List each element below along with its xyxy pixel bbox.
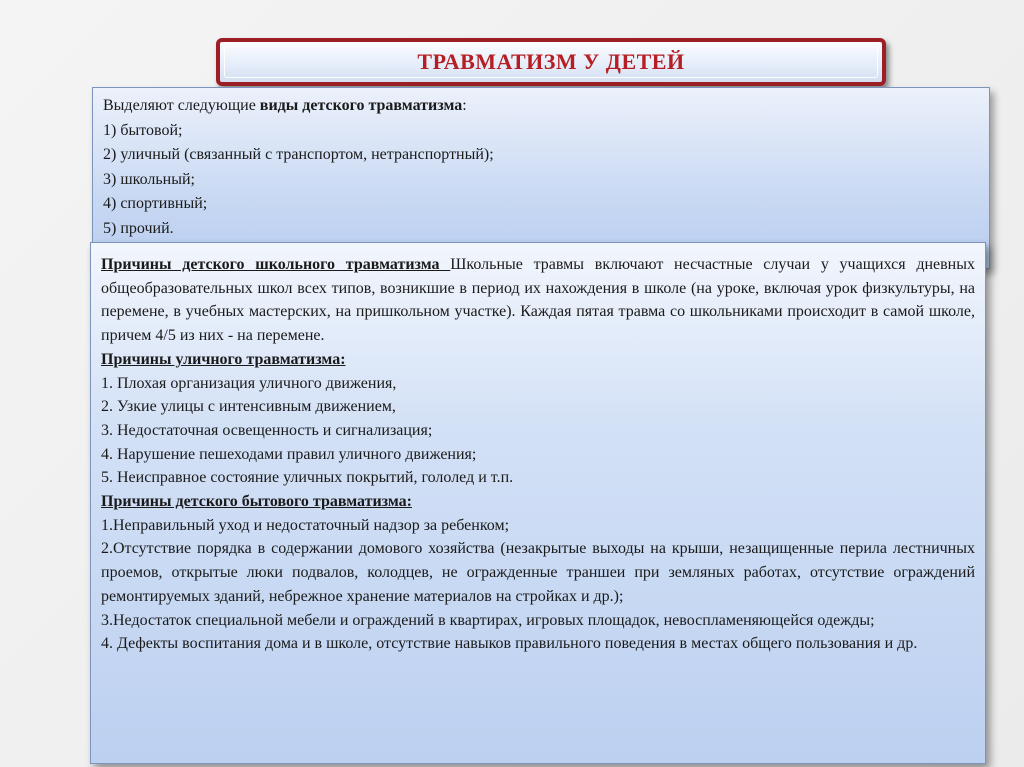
street-item: 1. Плохая организация уличного движения, (101, 374, 397, 392)
household-item: 4. Дефекты воспитания дома и в школе, отсутствие навыков правильного поведения в местах общего пользования и др. (101, 635, 918, 653)
types-item: 5) прочий. (103, 219, 174, 237)
household-item: 2.Отсутствие порядка в содержании домового хозяйства (незакрытые выходы на крыши, незащищенные перила лестничных проемов, открытые люки подвалов, колодцев, не огражденные траншеи при земляных работах, отсутствие ограждений ремонтируемых зданий, небрежное хранение материалов на стройках и др.); (101, 540, 975, 605)
household-heading: Причины детского бытового травматизма: (101, 493, 412, 511)
school-paragraph (101, 253, 975, 348)
household-item: 1.Неправильный уход и недостаточный надзор за ребенком; (101, 516, 510, 534)
school-heading: Причины детского школьного травматизма (101, 256, 451, 273)
street-item: 5. Неисправное состояние уличных покрытий, гололед и т.п. (101, 469, 514, 487)
causes-box (90, 242, 986, 764)
street-item: 2. Узкие улицы с интенсивным движением, (101, 398, 396, 416)
street-heading: Причины уличного травматизма: (101, 350, 346, 368)
household-item: 3.Недостаток специальной мебели и ограждений в квартирах, игровых площадок, невоспламеняющейся одежды; (101, 611, 875, 629)
title-banner (216, 38, 886, 86)
street-item: 3. Недостаточная освещенность и сигнализация; (101, 421, 433, 439)
types-item: 2) уличный (связанный с транспортом, нетранспортный); (103, 146, 494, 163)
types-item: 4) спортивный; (103, 195, 208, 212)
street-item: 4. Нарушение пешеходами правил уличного движения; (101, 445, 477, 463)
types-item: 1) бытовой; (103, 121, 183, 139)
types-intro-bold: виды детского травматизма (259, 97, 463, 114)
types-item: 3) школьный; (103, 170, 195, 188)
slide-title: ТРАВМАТИЗМ У ДЕТЕЙ (417, 49, 685, 74)
types-intro-prefix: Выделяют следующие (103, 97, 260, 114)
types-intro-suffix: : (462, 97, 467, 114)
types-intro (103, 94, 979, 119)
school-text: Школьные травмы включают несчастные случаи у учащихся дневных общеобразовательных школ всех типов, возникшие в период их нахождения в школе (на уроке, включая урок физкультуры, на перемене, в учебных мастерских, на пришкольном участке). Каждая пятая травма со школьниками происходит в самой школе, причем 4/5 из них - на перемене. (101, 256, 975, 345)
